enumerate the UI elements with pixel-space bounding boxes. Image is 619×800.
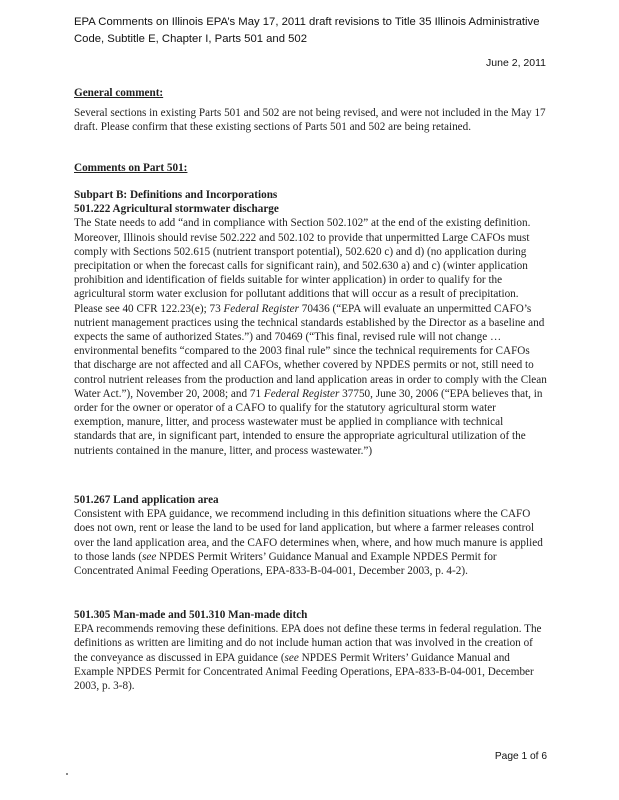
section-501-305-text [74, 622, 547, 693]
text-run: NPDES Permit Writers’ Guidance Manual and Example NPDES Permit for Concentrated Animal Feeding Operations, EPA-833-B-04-001, December 2003, p. 4-2). [74, 550, 497, 578]
page-number: Page 1 of 6 [494, 751, 547, 762]
general-comment-heading: General comment: [74, 87, 164, 99]
section-501-222 [74, 188, 547, 458]
citation: Federal Register [263, 387, 340, 400]
citation: Federal Register [223, 302, 299, 315]
text-run: 37750, June 30, 2006 (“EPA believes that, in order for the owner or operator of a CAFO to qualify for the statutory agricultural storm water exemption, manure, litter, and process wastewater must be applied in compliance with technical standards that are, in significant part, intended to ensure the appropriate agricultural utilization of the nutrients contained in the manure, litter, and process wastewater.”) [74, 387, 543, 457]
see-signal: see [284, 651, 299, 664]
section-501-222-text [74, 216, 547, 457]
text-run: The State needs to add “and in compliance with Section 502.102” at the end of the existing definition. Moreover, Illinois should revise 502.222 and 502.102 to provide that unpermitted Large CAFOs must comply with Sections 502.615 (nutrient transport potential), 502.620 c) and d) (no application during precipitation or when the forecast calls for significant rain), and 502.630 a) and c) (winter application prohibition and identification of fields suitable for winter application) in order to qualify for the agricultural storm water exclusion for pollutant additions that will occur as a result of precipitation. Please see 40 CFR 122.23(e); 73 [74, 217, 531, 315]
text-run: Consistent with EPA guidance, we recommend including in this definition situations where the CAFO does not own, rent or lease the land to be used for land application, but where a farmer releases control over the land application area, and the CAFO determines when, where, and how much manure is applied to those lands ( [74, 508, 543, 563]
general-comment-text: Several sections in existing Parts 501 and 502 are not being revised, and were not included in the May 17 draft. Please confirm that these existing sections of Parts 501 and 502 are being retained. [74, 107, 546, 134]
section-501-305 [74, 608, 547, 693]
document-date: June 2, 2011 [486, 57, 546, 69]
part-501-heading-block [74, 161, 547, 175]
scan-speck [66, 773, 68, 775]
section-501-267 [74, 493, 547, 578]
part-501-heading: Comments on Part 501: [74, 162, 188, 174]
text-run: EPA recommends removing these definitions. EPA does not define these terms in federal regulation. The definitions as written are limiting and do not include human action that was involved in the creation of the conveyance as discussed in EPA guidance ( [74, 623, 542, 664]
subpart-b-heading: Subpart B: Definitions and Incorporations [74, 189, 278, 201]
text-run: 70436 (“EPA will evaluate an unpermitted CAFO’s nutrient management practices using the technical standards established by the Director as a baseline and expects the same of authorized States.”) and 70469 (“This final, revised rule will not change … environmental benefits “compared to the 2003 final rule” since the technical requirements for CAFOs that discharge are not affected and all CAFOs, whether covered by NPDES permits or not, still need to control nutrient releases from the production and land application areas in order to comply with the Clean Water Act.”), November 20, 2008; and 71 [74, 302, 547, 400]
text-run: NPDES Permit Writers’ Guidance Manual and Example NPDES Permit for Concentrated Animal Feeding Operations, EPA-833-B-04-001, December 2003, p. 3-8). [74, 651, 534, 693]
section-501-267-heading: 501.267 Land application area [74, 494, 219, 506]
document-header-title: EPA Comments on Illinois EPA’s May 17, 2011 draft revisions to Title 35 Illinois Administrative Code, Subtitle E, Chapter I, Parts 501 and 502 [74, 16, 540, 45]
general-comment-section [74, 86, 547, 135]
section-501-267-text [74, 507, 547, 578]
see-signal: see [142, 550, 157, 563]
section-501-222-heading: 501.222 Agricultural stormwater discharge [74, 203, 279, 216]
section-501-305-heading: 501.305 Man-made and 501.310 Man-made ditch [74, 609, 308, 621]
